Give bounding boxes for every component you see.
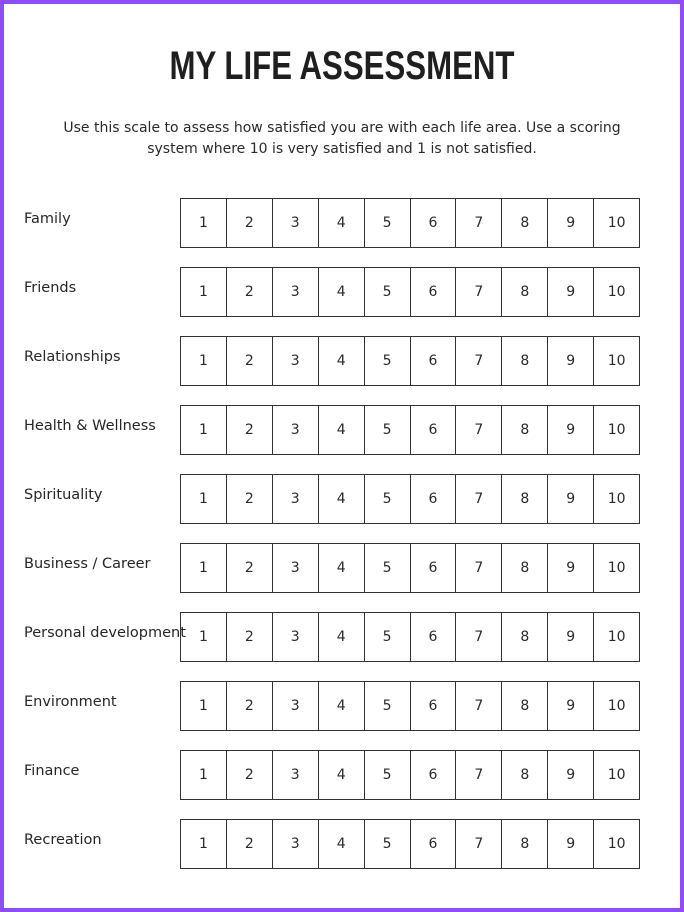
score-option-3[interactable]: 3 bbox=[273, 199, 319, 247]
assessment-row bbox=[24, 681, 644, 733]
score-option-6[interactable]: 6 bbox=[411, 682, 457, 730]
score-option-10[interactable]: 10 bbox=[607, 491, 626, 507]
score-option-5[interactable]: 5 bbox=[365, 820, 411, 868]
score-option-4[interactable]: 4 bbox=[319, 682, 365, 730]
score-option-3[interactable]: 3 bbox=[273, 406, 319, 454]
life-area-label: Family bbox=[24, 211, 71, 227]
score-option-5[interactable]: 5 bbox=[365, 199, 411, 247]
score-option-4[interactable]: 4 bbox=[319, 268, 365, 316]
score-option-6[interactable]: 6 bbox=[411, 544, 457, 592]
score-option-7[interactable]: 7 bbox=[456, 751, 502, 799]
assessment-row bbox=[24, 267, 644, 319]
score-option-4[interactable]: 4 bbox=[319, 820, 365, 868]
score-option-6[interactable]: 6 bbox=[411, 268, 457, 316]
score-option-6[interactable]: 6 bbox=[411, 613, 457, 661]
score-option-8[interactable]: 8 bbox=[502, 475, 548, 523]
score-option-5[interactable]: 5 bbox=[365, 682, 411, 730]
score-scale bbox=[180, 543, 640, 593]
score-option-4[interactable]: 4 bbox=[319, 199, 365, 247]
score-option-10[interactable]: 10 bbox=[607, 767, 626, 783]
score-option-7[interactable]: 7 bbox=[456, 268, 502, 316]
score-scale bbox=[180, 198, 640, 248]
score-option-4[interactable]: 4 bbox=[319, 475, 365, 523]
score-option-10[interactable]: 10 bbox=[607, 422, 626, 438]
score-option-8[interactable]: 8 bbox=[502, 682, 548, 730]
score-option-10[interactable]: 10 bbox=[607, 560, 626, 576]
score-option-2[interactable]: 2 bbox=[227, 406, 273, 454]
score-option-1[interactable]: 1 bbox=[181, 682, 227, 730]
score-option-2[interactable]: 2 bbox=[227, 475, 273, 523]
score-option-10[interactable]: 10 bbox=[607, 353, 626, 369]
score-option-2[interactable]: 2 bbox=[227, 199, 273, 247]
score-option-10[interactable]: 10 bbox=[607, 698, 626, 714]
score-option-3[interactable]: 3 bbox=[273, 751, 319, 799]
score-option-9[interactable]: 9 bbox=[548, 475, 594, 523]
score-scale bbox=[180, 612, 640, 662]
page-title: MY LIFE ASSESSMENT bbox=[169, 44, 515, 88]
life-area-label: Environment bbox=[24, 694, 117, 710]
score-option-6[interactable]: 6 bbox=[411, 406, 457, 454]
score-option-8[interactable]: 8 bbox=[502, 613, 548, 661]
score-option-9[interactable]: 9 bbox=[548, 682, 594, 730]
score-option-9[interactable]: 9 bbox=[548, 751, 594, 799]
assessment-row bbox=[24, 474, 644, 526]
score-option-7[interactable]: 7 bbox=[456, 406, 502, 454]
score-option-5[interactable]: 5 bbox=[365, 406, 411, 454]
life-area-label: Recreation bbox=[24, 832, 102, 848]
score-option-7[interactable]: 7 bbox=[456, 544, 502, 592]
assessment-row bbox=[24, 612, 644, 664]
score-option-8[interactable]: 8 bbox=[502, 337, 548, 385]
assessment-row bbox=[24, 819, 644, 871]
score-option-5[interactable]: 5 bbox=[365, 751, 411, 799]
life-area-label: Health & Wellness bbox=[24, 418, 156, 434]
score-option-1[interactable]: 1 bbox=[181, 475, 227, 523]
assessment-row bbox=[24, 198, 644, 250]
score-option-5[interactable]: 5 bbox=[365, 613, 411, 661]
score-option-6[interactable]: 6 bbox=[411, 475, 457, 523]
life-area-label: Friends bbox=[24, 280, 77, 296]
score-option-1[interactable]: 1 bbox=[181, 268, 227, 316]
score-option-3[interactable]: 3 bbox=[273, 268, 319, 316]
score-option-8[interactable]: 8 bbox=[502, 406, 548, 454]
score-option-1[interactable]: 1 bbox=[181, 613, 227, 661]
score-option-1[interactable]: 1 bbox=[181, 337, 227, 385]
score-option-8[interactable]: 8 bbox=[502, 268, 548, 316]
score-option-4[interactable]: 4 bbox=[319, 613, 365, 661]
score-option-7[interactable]: 7 bbox=[456, 475, 502, 523]
score-option-1[interactable]: 1 bbox=[181, 820, 227, 868]
assessment-row bbox=[24, 336, 644, 388]
score-scale bbox=[180, 267, 640, 317]
score-option-6[interactable]: 6 bbox=[411, 199, 457, 247]
score-option-2[interactable]: 2 bbox=[227, 682, 273, 730]
score-option-5[interactable]: 5 bbox=[365, 544, 411, 592]
score-option-4[interactable]: 4 bbox=[319, 544, 365, 592]
assessment-row bbox=[24, 543, 644, 595]
score-option-10[interactable]: 10 bbox=[607, 284, 626, 300]
life-area-label: Relationships bbox=[24, 349, 121, 365]
score-scale bbox=[180, 681, 640, 731]
assessment-row bbox=[24, 750, 644, 802]
score-option-4[interactable]: 4 bbox=[319, 337, 365, 385]
score-option-9[interactable]: 9 bbox=[548, 613, 594, 661]
score-option-1[interactable]: 1 bbox=[181, 199, 227, 247]
score-option-3[interactable]: 3 bbox=[273, 682, 319, 730]
score-option-1[interactable]: 1 bbox=[181, 406, 227, 454]
score-option-3[interactable]: 3 bbox=[273, 475, 319, 523]
score-option-3[interactable]: 3 bbox=[273, 820, 319, 868]
score-scale bbox=[180, 474, 640, 524]
score-option-5[interactable]: 5 bbox=[365, 475, 411, 523]
score-option-8[interactable]: 8 bbox=[502, 544, 548, 592]
score-option-6[interactable]: 6 bbox=[411, 337, 457, 385]
score-option-7[interactable]: 7 bbox=[456, 199, 502, 247]
score-option-10[interactable]: 10 bbox=[607, 215, 626, 231]
score-option-8[interactable]: 8 bbox=[502, 751, 548, 799]
score-option-7[interactable]: 7 bbox=[456, 682, 502, 730]
score-option-7[interactable]: 7 bbox=[456, 337, 502, 385]
score-option-6[interactable]: 6 bbox=[411, 820, 457, 868]
score-scale bbox=[180, 819, 640, 869]
score-option-8[interactable]: 8 bbox=[502, 820, 548, 868]
score-option-10[interactable]: 10 bbox=[607, 629, 626, 645]
life-area-label: Finance bbox=[24, 763, 80, 779]
score-option-2[interactable]: 2 bbox=[227, 820, 273, 868]
score-option-2[interactable]: 2 bbox=[227, 337, 273, 385]
score-option-1[interactable]: 1 bbox=[181, 751, 227, 799]
score-option-7[interactable]: 7 bbox=[456, 613, 502, 661]
score-option-3[interactable]: 3 bbox=[273, 337, 319, 385]
score-option-3[interactable]: 3 bbox=[273, 544, 319, 592]
score-option-9[interactable]: 9 bbox=[548, 337, 594, 385]
score-option-2[interactable]: 2 bbox=[227, 268, 273, 316]
score-option-3[interactable]: 3 bbox=[273, 613, 319, 661]
score-option-5[interactable]: 5 bbox=[365, 268, 411, 316]
score-option-2[interactable]: 2 bbox=[227, 544, 273, 592]
score-option-2[interactable]: 2 bbox=[227, 751, 273, 799]
score-option-7[interactable]: 7 bbox=[456, 820, 502, 868]
instructions-text: Use this scale to assess how satisfied you are with each life area. Use a scoring system where 10 is very satisfied and 1 is not satisfied. bbox=[63, 120, 621, 157]
score-option-4[interactable]: 4 bbox=[319, 751, 365, 799]
score-option-6[interactable]: 6 bbox=[411, 751, 457, 799]
score-option-1[interactable]: 1 bbox=[181, 544, 227, 592]
score-scale bbox=[180, 336, 640, 386]
score-scale bbox=[180, 405, 640, 455]
score-option-9[interactable]: 9 bbox=[548, 820, 594, 868]
assessment-row bbox=[24, 405, 644, 457]
life-area-label: Personal development bbox=[24, 625, 186, 641]
score-option-4[interactable]: 4 bbox=[319, 406, 365, 454]
score-option-9[interactable]: 9 bbox=[548, 406, 594, 454]
score-option-8[interactable]: 8 bbox=[502, 199, 548, 247]
score-option-9[interactable]: 9 bbox=[548, 544, 594, 592]
life-area-label: Business / Career bbox=[24, 556, 151, 572]
score-option-10[interactable]: 10 bbox=[607, 836, 626, 852]
score-scale bbox=[180, 750, 640, 800]
life-area-label: Spirituality bbox=[24, 487, 103, 503]
score-option-9[interactable]: 9 bbox=[548, 199, 594, 247]
score-option-9[interactable]: 9 bbox=[548, 268, 594, 316]
score-option-2[interactable]: 2 bbox=[227, 613, 273, 661]
score-option-5[interactable]: 5 bbox=[365, 337, 411, 385]
